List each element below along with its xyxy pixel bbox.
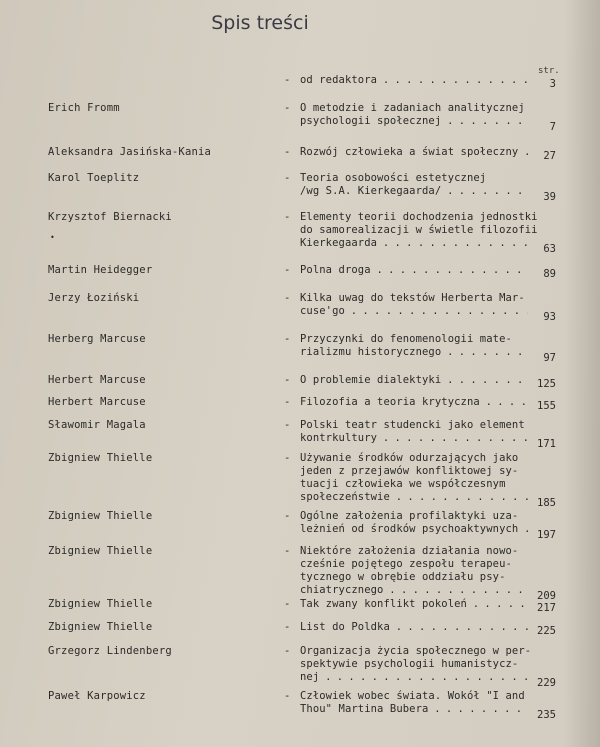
toc-title-line bbox=[300, 74, 528, 86]
toc-author: Zbigniew Thielle bbox=[48, 510, 153, 522]
toc-title-text: Rozwój człowieka a świat społeczny . . . bbox=[300, 146, 528, 158]
toc-page-number: 209 bbox=[537, 590, 556, 602]
toc-page-number: 93 bbox=[543, 311, 556, 323]
toc-title-line bbox=[300, 671, 528, 683]
toc-dash: - bbox=[284, 74, 291, 86]
toc-title-text: Tak zwany konflikt pokoleń . . . bbox=[300, 598, 528, 610]
toc-page-number: 89 bbox=[543, 268, 556, 280]
toc-author: Sławomir Magala bbox=[48, 419, 146, 431]
toc-title-line bbox=[300, 523, 528, 535]
toc-title-text: Filozofia a teoria krytyczna . . . bbox=[300, 396, 528, 408]
toc-dash: - bbox=[284, 419, 291, 431]
toc-dash: - bbox=[284, 645, 291, 657]
toc-title-text: nej . . . bbox=[300, 671, 528, 683]
toc-page-number: 3 bbox=[549, 78, 556, 90]
toc-author: Zbigniew Thielle bbox=[48, 621, 153, 633]
toc-title-line bbox=[300, 491, 528, 503]
toc-author: Grzegorz Lindenberg bbox=[48, 645, 172, 657]
toc-author: Krzysztof Biernacki bbox=[48, 211, 172, 223]
toc-title-line: Teoria osobowości estetycznej bbox=[300, 172, 487, 184]
toc-title-text: List do Poldka . . . bbox=[300, 621, 528, 633]
toc-title-line bbox=[300, 115, 528, 127]
toc-page-number: 63 bbox=[543, 243, 556, 255]
toc-title-line bbox=[300, 621, 528, 633]
toc-page-number: 7 bbox=[549, 121, 556, 133]
toc-page-number: 171 bbox=[537, 438, 556, 450]
toc-page-number: 217 bbox=[537, 602, 556, 614]
toc-title-line: Przyczynki do fenomenologii mate- bbox=[300, 333, 512, 345]
toc-dash: - bbox=[284, 211, 291, 223]
toc-dash: - bbox=[284, 172, 291, 184]
toc-dash: - bbox=[284, 292, 291, 304]
toc-title-line: O metodzie i zadaniach analitycznej bbox=[300, 102, 525, 114]
toc-title-line: Kilka uwag do tekstów Herberta Mar- bbox=[300, 292, 525, 304]
toc-title-text: społeczeństwie . . . bbox=[300, 491, 528, 503]
page-edge-shadow bbox=[564, 0, 600, 747]
toc-title-line bbox=[300, 146, 528, 158]
toc-author: Zbigniew Thielle bbox=[48, 452, 153, 464]
toc-title-text: psychologii społecznej . . . bbox=[300, 115, 528, 127]
toc-title-line bbox=[300, 396, 528, 408]
toc-dash: - bbox=[284, 396, 291, 408]
toc-author: Herbert Marcuse bbox=[48, 396, 146, 408]
toc-title-line bbox=[300, 432, 528, 444]
toc-title-line: jeden z przejawów konfliktowej sy- bbox=[300, 465, 519, 477]
toc-title-line: tycznego w obrębie oddziału psy- bbox=[300, 571, 506, 583]
toc-title-text: Polna droga . . . bbox=[300, 264, 528, 276]
toc-title-line: Niektóre założenia działania nowo- bbox=[300, 545, 519, 557]
toc-dash: - bbox=[284, 146, 291, 158]
toc-author: Martin Heidegger bbox=[48, 264, 153, 276]
toc-title-line: tuacji człowieka we współczesnym bbox=[300, 478, 506, 490]
toc-dash: - bbox=[284, 690, 291, 702]
toc-dash: - bbox=[284, 333, 291, 345]
toc-dash: - bbox=[284, 545, 291, 557]
toc-title-line bbox=[300, 703, 528, 715]
toc-page-number: 235 bbox=[537, 709, 556, 721]
toc-title-text: od redaktora . . . bbox=[300, 74, 528, 86]
toc-page-number: 225 bbox=[537, 625, 556, 637]
toc-page-number: 155 bbox=[537, 400, 556, 412]
toc-title-text: Kierkegaarda . . . bbox=[300, 237, 528, 249]
toc-author: Zbigniew Thielle bbox=[48, 545, 153, 557]
toc-title-text: cuse'go . . . bbox=[300, 305, 528, 317]
toc-title-line: Człowiek wobec świata. Wokół "I and bbox=[300, 690, 525, 702]
toc-title-line: spektywie psychologii humanistycz- bbox=[300, 658, 519, 670]
toc-author: Paweł Karpowicz bbox=[48, 690, 146, 702]
toc-title-text: leżnień od środków psychoaktywnych . . . bbox=[300, 523, 528, 535]
page-title: Spis treści bbox=[211, 12, 309, 34]
toc-dash: - bbox=[284, 374, 291, 386]
toc-dash: - bbox=[284, 264, 291, 276]
toc-dash: - bbox=[284, 452, 291, 464]
toc-dash: - bbox=[284, 598, 291, 610]
page-column-label: str. bbox=[538, 66, 560, 76]
toc-title-line: Używanie środków odurzających jako bbox=[300, 452, 519, 464]
toc-title-line bbox=[300, 374, 528, 386]
toc-page-number: 27 bbox=[543, 150, 556, 162]
toc-title-line: Ogólne założenia profilaktyki uza- bbox=[300, 510, 519, 522]
toc-title-line: Polski teatr studencki jako element bbox=[300, 419, 525, 431]
toc-title-text: /wg S.A. Kierkegaarda/ . . . bbox=[300, 185, 528, 197]
toc-author: Zbigniew Thielle bbox=[48, 598, 153, 610]
toc-title-text: rializmu historycznego . . . bbox=[300, 346, 528, 358]
stray-mark: • bbox=[50, 233, 55, 242]
toc-title-line: do samorealizacji w świetle filozofii bbox=[300, 224, 538, 236]
toc-title-text: Thou" Martina Bubera . . . bbox=[300, 703, 528, 715]
toc-title-line: Elementy teorii dochodzenia jednostki bbox=[300, 211, 538, 223]
toc-page-number: 97 bbox=[543, 352, 556, 364]
toc-author: Aleksandra Jasińska-Kania bbox=[48, 146, 212, 158]
toc-title-line bbox=[300, 237, 528, 249]
toc-page-number: 125 bbox=[537, 378, 556, 390]
toc-title-text: kontrkultury . . . bbox=[300, 432, 528, 444]
toc-dash: - bbox=[284, 510, 291, 522]
toc-dash: - bbox=[284, 621, 291, 633]
toc-author: Jerzy Łoziński bbox=[48, 292, 140, 304]
toc-title-line bbox=[300, 264, 528, 276]
toc-author: Erich Fromm bbox=[48, 102, 120, 114]
toc-title-line bbox=[300, 185, 528, 197]
toc-page-number: 229 bbox=[537, 677, 556, 689]
toc-title-line bbox=[300, 346, 528, 358]
toc-title-text: chiatrycznego . . . bbox=[300, 584, 528, 596]
toc-author: Herberg Marcuse bbox=[48, 333, 146, 345]
toc-page-number: 185 bbox=[537, 497, 556, 509]
toc-title-line bbox=[300, 598, 528, 610]
toc-author: Herbert Marcuse bbox=[48, 374, 146, 386]
toc-title-line bbox=[300, 584, 528, 596]
toc-author: Karol Toeplitz bbox=[48, 172, 140, 184]
toc-title-text: O problemie dialektyki . . . bbox=[300, 374, 528, 386]
toc-title-line bbox=[300, 305, 528, 317]
toc-title-line: Organizacja życia społecznego w per- bbox=[300, 645, 532, 657]
toc-title-line: cześnie pojętego zespołu terapeu- bbox=[300, 558, 512, 570]
toc-dash: - bbox=[284, 102, 291, 114]
toc-page-number: 39 bbox=[543, 191, 556, 203]
toc-page-number: 197 bbox=[537, 529, 556, 541]
